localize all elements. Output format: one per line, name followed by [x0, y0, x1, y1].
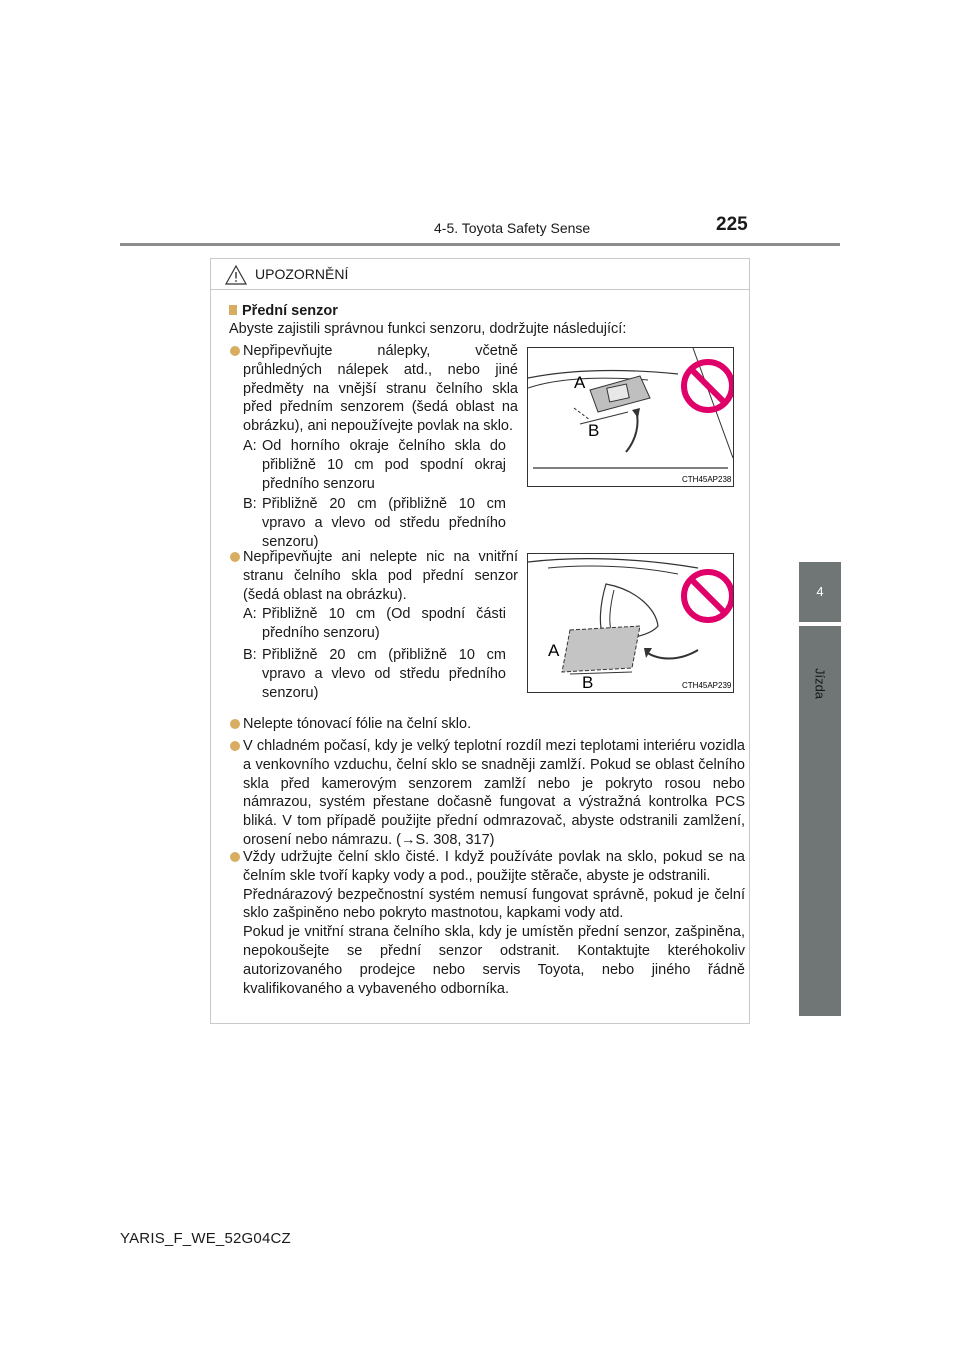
figure-outer-windshield: [527, 347, 734, 487]
label-key: B:: [243, 647, 257, 663]
square-bullet-icon: [229, 305, 237, 315]
figure-inner-windshield: [527, 553, 734, 693]
item-text: Vždy udržujte čelní sklo čisté. I když používáte povlak na sklo, pokud se na čelním skle tvoří kapky vody a pod., použijte stěrače, abyste je odstranili.: [243, 849, 745, 884]
bullet-icon: [230, 741, 240, 751]
subheading-text: Přední senzor: [242, 303, 338, 319]
item-text-continued: Přednárazový bezpečnostní systém nemusí fungovat správně, pokud je čelní sklo zašpiněno nebo pokryto mastnotou, kapkami vody atd.: [243, 886, 745, 922]
windshield-sensor-outer-illustration: [528, 348, 733, 486]
figure-mark-b: B: [588, 421, 600, 440]
label-text: Přibližně 10 cm (Od spodní části předního senzoru): [262, 606, 506, 641]
chapter-tab-label: [799, 626, 841, 1016]
caution-header: [211, 259, 749, 290]
intro-text: Abyste zajistili správnou funkci senzoru, dodržujte následující:: [229, 321, 627, 337]
label-a: [243, 605, 506, 643]
bullet-icon: [230, 346, 240, 356]
label-text: Přibližně 20 cm (přibližně 10 cm vpravo a vlevo od středu předního senzoru): [262, 496, 506, 550]
item-text-continued: Pokud je vnitřní strana čelního skla, kdy je umístěn přední senzor, zašpiněna, nepokoušejte se přední senzor odstranit. Kontaktujte kteréhokoliv autorizovaného prodejce nebo servis Toyota, nebo jiného řádně kvalifikovaného a vybaveného odborníka.: [243, 924, 745, 997]
label-text: Od horního okraje čelního skla do přibližně 10 cm pod spodní okraj předního senzoru: [262, 438, 506, 492]
figure-mark-a: A: [574, 373, 586, 392]
item-text: V chladném počasí, kdy je velký teplotní rozdíl mezi teplotami interiéru vozidla a venkovního vzduchu, čelní sklo se snadněji zamlží. Pokud se oblast čelního skla před kamerovým senzorem zamlží nebo je pokryto rosou nebo námrazou, systém přestane dočasně fungovat a výstražná kontrolka PCS bliká. V tom případě použijte přední odmrazovač, abyste odstranili zamlžení, orosení nebo námrazu. (→S. 308, 317): [243, 738, 745, 848]
label-text: Přibližně 20 cm (přibližně 10 cm vpravo a vlevo od středu předního senzoru): [262, 647, 506, 701]
list-item: [243, 848, 745, 998]
figure-mark-a: A: [548, 641, 560, 660]
section-title: 4-5. Toyota Safety Sense: [434, 220, 591, 236]
list-item: [243, 342, 518, 436]
label-key: B:: [243, 496, 257, 512]
windshield-sensor-inner-illustration: [528, 554, 733, 692]
bullet-icon: [230, 552, 240, 562]
page-number: 225: [716, 214, 748, 235]
caution-title: UPOZORNĚNÍ: [255, 266, 349, 282]
bullet-icon: [230, 852, 240, 862]
figure-code: CTH45AP238: [682, 475, 732, 484]
document-code: YARIS_F_WE_52G04CZ: [120, 1230, 291, 1247]
figure-mark-b: B: [582, 673, 594, 692]
warning-triangle-icon: [225, 265, 247, 285]
chapter-tab-number: 4: [799, 562, 841, 622]
label-key: A:: [243, 606, 257, 622]
list-item: [243, 715, 745, 734]
item-text: Nepřipevňujte nálepky, včetně průhledných nálepek atd., nebo jiné předměty na vnější stranu čelního skla před předním senzorem (šedá oblast na obrázku), ani nepoužívejte povlak na sklo.: [243, 343, 518, 435]
list-item: [243, 548, 518, 604]
bullet-icon: [230, 719, 240, 729]
header-rule: [120, 243, 840, 246]
list-item: [243, 737, 745, 850]
label-b: [243, 646, 506, 702]
chapter-tab-text: Jízda: [812, 667, 828, 700]
item-text: Nepřipevňujte ani nelepte nic na vnitřní stranu čelního skla pod přední senzor (šedá oblast na obrázku).: [243, 549, 518, 603]
subheading: [229, 303, 338, 319]
figure-code: CTH45AP239: [682, 681, 732, 690]
caution-box: [210, 258, 750, 1024]
label-a: [243, 437, 506, 493]
label-b: [243, 495, 506, 551]
label-key: A:: [243, 438, 257, 454]
item-text: Nelepte tónovací fólie na čelní sklo.: [243, 716, 472, 732]
